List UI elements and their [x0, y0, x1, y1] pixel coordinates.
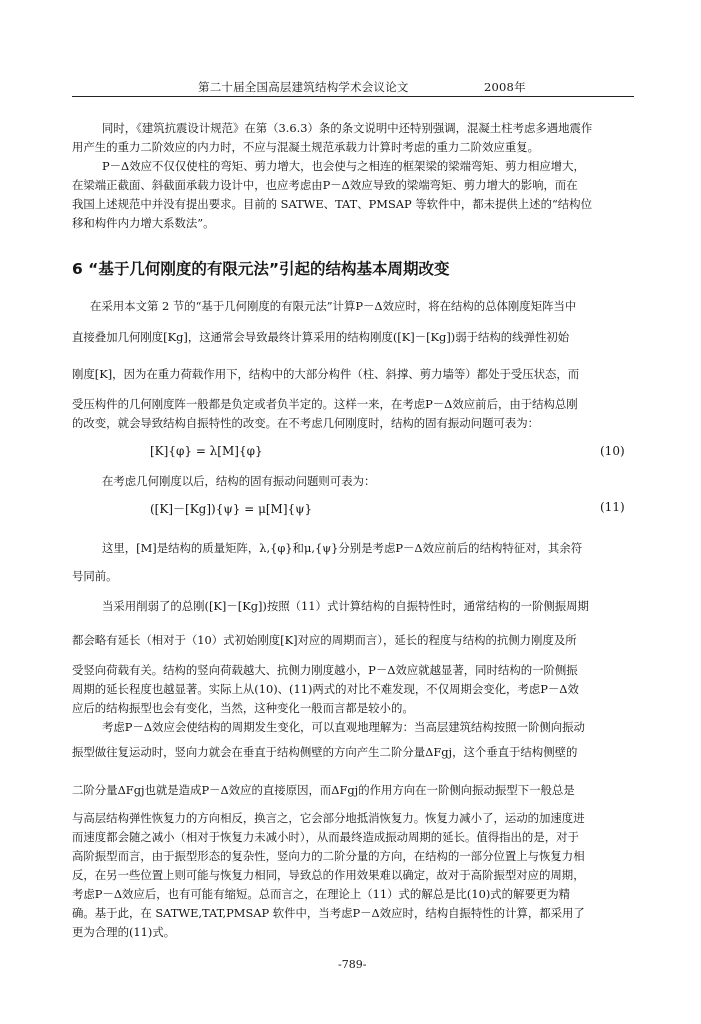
- body-line-21: 考虑P－Δ效应后，也有可能有缩短。总而言之，在理论上（11）式的解总是比(10)式的解要更为精: [72, 887, 571, 901]
- body-line-7: 这里，[M]是结构的质量矩阵，λ,{φ}和μ,{ψ}分别是考虑P－Δ效应前后的结构特征对，其余符: [102, 541, 583, 555]
- body-line-20: 反，在另一些位置上则可能与恢复力相同，导致总的作用效果难以确定，故对于高阶振型对应的周期，: [72, 868, 585, 882]
- body-line-16: 二阶分量ΔFgj也就是造成P－Δ效应的直接原因，而ΔFgj的作用方向在一阶侧向振动振型下一般总是: [72, 783, 575, 797]
- body-line-5: 的改变，就会导致结构自振特性的改变。在不考虑几何刚度时，结构的固有振动问题可表为：: [72, 416, 540, 430]
- header-year: 2008年: [484, 80, 526, 94]
- body-line-22: 确。基于此，在 SATWE,TAT,PMSAP 软件中，当考虑P－Δ效应时，结构自振特性的计算，都采用了: [72, 906, 585, 920]
- intro-line-2: 用产生的重力二阶效应的内力时，不应与混凝土规范承载力计算时考虑的重力二阶效应重复。: [72, 140, 540, 154]
- body-line-4: 受压构件的几何刚度阵一般都是负定或者负半定的。这样一来，在考虑P－Δ效应前后，由于结构总刚: [72, 397, 578, 411]
- body-line-17: 与高层结构弹性恢复力的方向相反，换言之，它会部分地抵消恢复力。恢复力减小了，运动的加速度进: [72, 811, 585, 825]
- body-line-18: 而速度都会随之减小（相对于恢复力未减小时），从而最终造成振动周期的延长。值得指出的是，对于: [72, 830, 579, 844]
- body-line-15: 振型做往复运动时，竖向力就会在垂直于结构侧壁的方向产生二阶分量ΔFgj，这个垂直于结构侧壁的: [72, 745, 578, 759]
- equation-11: ([K]－[Kg]){ψ} = μ[M]{ψ}: [150, 502, 313, 516]
- body-line-2: 直接叠加几何刚度[Kg]，这通常会导致最终计算采用的结构刚度([K]－[Kg])弱于结构的线弹性初始: [72, 330, 570, 344]
- equation-11-number: (11): [600, 500, 625, 514]
- page-number: -789-: [338, 958, 367, 971]
- section-heading: 6 “基于几何刚度的有限元法”引起的结构基本周期改变: [72, 260, 450, 278]
- intro-line-4: 在梁端正截面、斜截面承载力设计中，也应考虑由P－Δ效应导致的梁端弯矩、剪力增大的影响，而在: [72, 178, 578, 192]
- equation-10-number: (10): [600, 444, 625, 458]
- body-line-11: 受竖向荷载有关。结构的竖向荷载越大、抗侧力刚度越小，P－Δ效应就越显著，同时结构的一阶侧振: [72, 663, 578, 677]
- intro-line-5: 我国上述规范中并没有提出要求。目前的 SATWE、TAT、PMSAP 等软件中，都未提供上述的“结构位: [72, 197, 592, 211]
- header-rule: [72, 96, 634, 97]
- conference-header: 第二十届全国高层建筑结构学术会议论文: [198, 80, 409, 94]
- body-line-12: 周期的延长程度也越显著。实际上从(10)、(11)两式的对比不难发现，不仅周期会变化，考虑P－Δ效: [72, 682, 579, 696]
- body-line-10: 都会略有延长（相对于（10）式初始刚度[K]对应的周期而言），延长的程度与结构的抗侧力刚度及所: [72, 633, 577, 647]
- body-line-8: 号同前。: [72, 569, 118, 583]
- intro-line-1: 同时，《建筑抗震设计规范》在第（3.6.3）条的条文说明中还特别强调，混凝土柱考虑多遇地震作: [102, 121, 593, 135]
- body-line-13: 应后的结构振型也会有变化，当然，这种变化一般而言都是较小的。: [72, 701, 414, 715]
- body-line-9: 当采用削弱了的总刚([K]－[Kg])按照（11）式计算结构的自振特性时，通常结构的一阶侧振周期: [102, 599, 589, 613]
- intro-line-6: 移和构件内力增大系数法”。: [72, 216, 215, 230]
- body-line-3: 刚度[K]，因为在重力荷载作用下，结构中的大部分构件（柱、斜撑、剪力墙等）都处于受压状态，而: [72, 367, 580, 381]
- body-line-1: 在采用本文第 2 节的“基于几何刚度的有限元法”计算P－Δ效应时，将在结构的总体刚度矩阵当中: [90, 299, 577, 313]
- intro-line-3: P－Δ效应不仅仅使柱的弯矩、剪力增大，也会使与之相连的框架梁的梁端弯矩、剪力相应增大，: [102, 159, 585, 173]
- body-line-14: 考虑P－Δ效应会使结构的周期发生变化，可以直观地理解为：当高层建筑结构按照一阶侧向振动: [102, 720, 585, 734]
- body-line-19: 高阶振型而言，由于振型形态的复杂性，竖向力的二阶分量的方向，在结构的一部分位置上与恢复力相: [72, 849, 585, 863]
- body-line-23: 更为合理的(11)式。: [72, 925, 176, 939]
- equation-10: [K]{φ} = λ[M]{φ}: [150, 444, 263, 458]
- body-line-6: 在考虑几何刚度以后，结构的固有振动问题则可表为：: [102, 474, 376, 488]
